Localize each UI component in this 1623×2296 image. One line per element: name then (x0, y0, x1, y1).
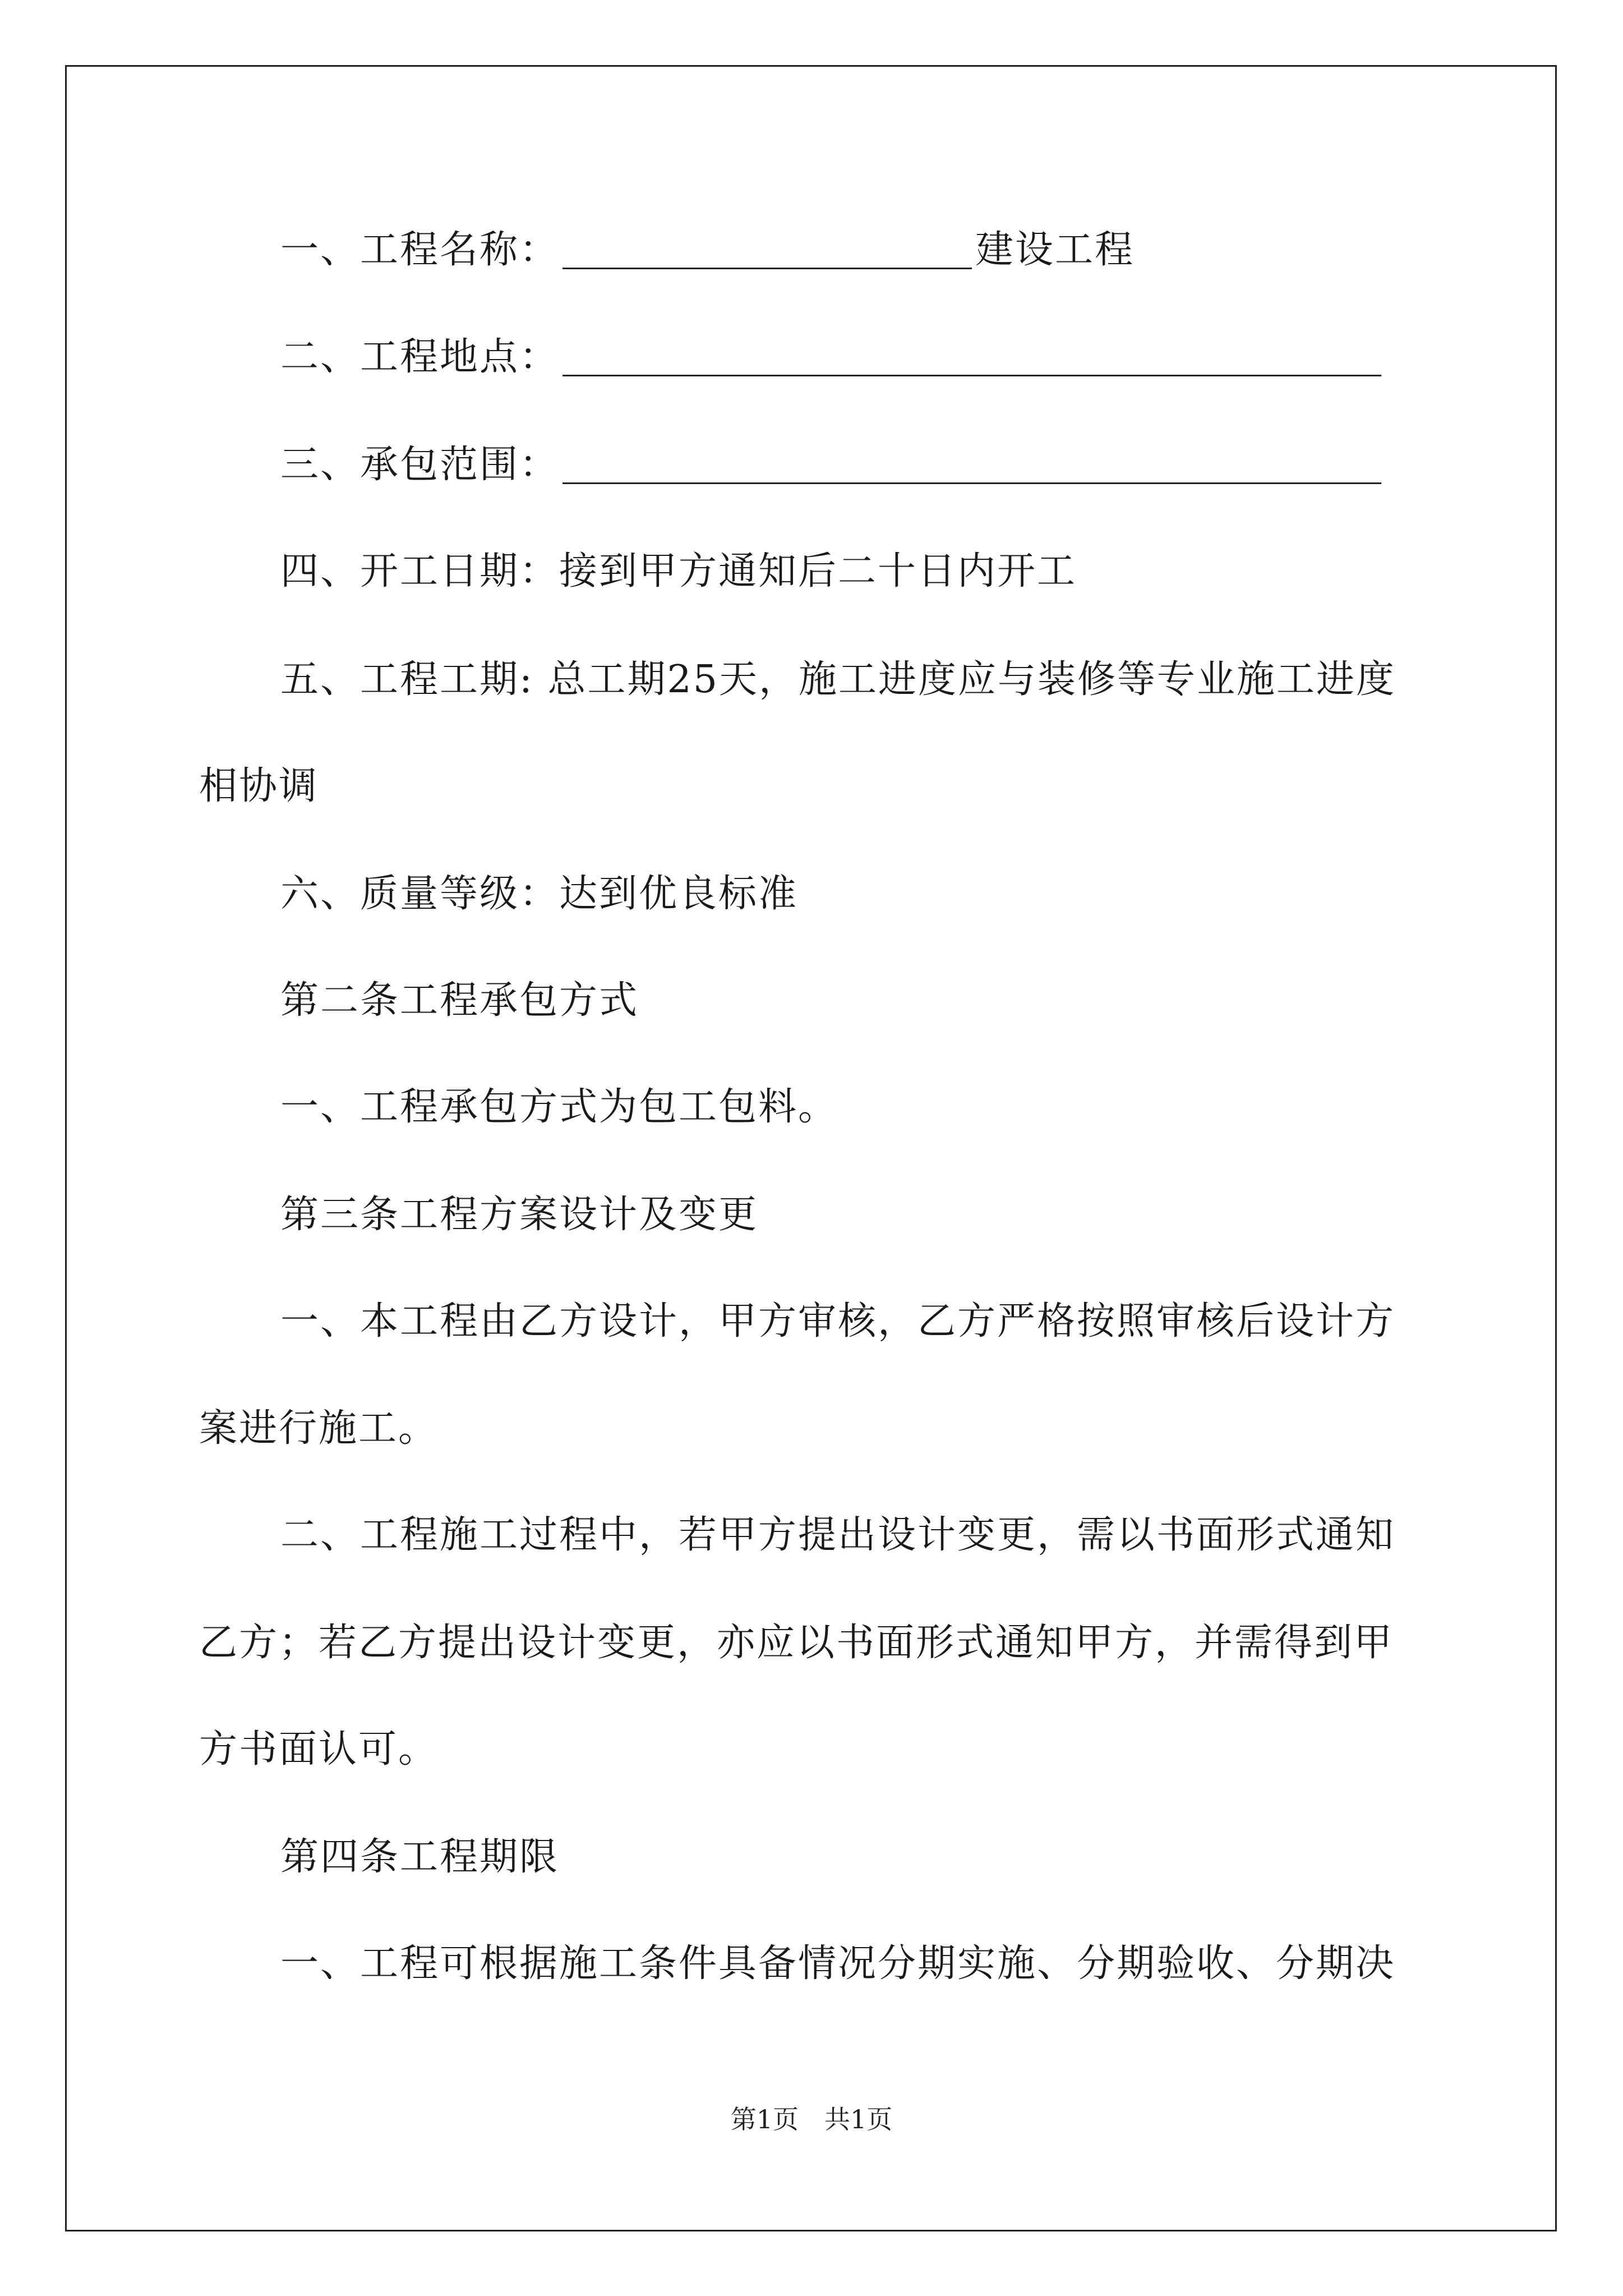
page-footer (0, 2106, 1623, 2132)
item-project-location (280, 335, 1385, 379)
item-project-name (280, 228, 1135, 272)
item-contract-scope (280, 443, 1385, 487)
item-duration-line2: 相协调 (199, 764, 319, 808)
article-3-p2-line2: 乙方；若乙方提出设计变更，亦应以书面形式通知甲方，并需得到甲 (199, 1621, 1394, 1665)
article-4-title: 第四条工程期限 (280, 1835, 560, 1879)
article-3-p1-line1: 一、本工程由乙方设计，甲方审核，乙方严格按照审核后设计方 (280, 1299, 1396, 1343)
project-name-blank-field[interactable] (562, 234, 972, 269)
article-2-title: 第二条工程承包方式 (280, 978, 639, 1023)
item-project-location-label: 二、工程地点： (280, 335, 560, 379)
article-3-p1-line2: 案进行施工。 (199, 1406, 439, 1451)
article-3-title: 第三条工程方案设计及变更 (280, 1193, 759, 1237)
article-3-p2-line1: 二、工程施工过程中，若甲方提出设计变更，需以书面形式通知 (280, 1513, 1396, 1557)
page-border (65, 65, 1557, 2231)
article-3-p2-line3: 方书面认可。 (199, 1727, 439, 1772)
item-contract-scope-label: 三、承包范围： (280, 443, 560, 487)
item-project-name-suffix: 建设工程 (975, 228, 1135, 272)
item-duration-line1: 五、工程工期: 总工期25天，施工进度应与装修等专业施工进度 (280, 657, 1396, 702)
page-number-total: 共1页 (824, 2104, 893, 2134)
item-quality-grade: 六、质量等级：达到优良标准 (280, 872, 799, 916)
item-start-date: 四、开工日期：接到甲方通知后二十日内开工 (280, 549, 1077, 593)
article-4-p1-line1: 一、工程可根据施工条件具备情况分期实施、分期验收、分期决 (280, 1941, 1396, 1986)
contract-scope-blank-field[interactable] (562, 449, 1381, 484)
article-2-paragraph-1: 一、工程承包方式为包工包料。 (280, 1085, 838, 1129)
item-project-name-label: 一、工程名称： (280, 228, 560, 272)
page-number-current: 第1页 (730, 2104, 799, 2134)
project-location-blank-field[interactable] (562, 341, 1381, 376)
